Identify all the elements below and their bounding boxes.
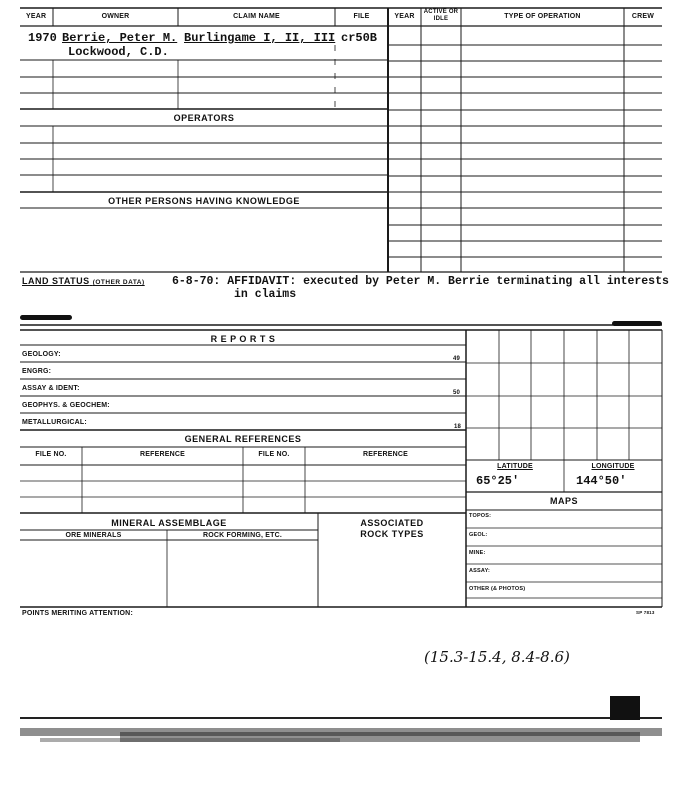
maps-mine: MINE: [469,550,486,556]
header-claim-name: CLAIM NAME [233,13,280,20]
latitude-value: 65°25' [476,474,520,488]
report-geology-num: 49 [453,356,461,362]
land-status-line1: 6-8-70: AFFIDAVIT: executed by Peter M. Berrie terminating all interests [172,275,669,288]
entry-year: 1970 [28,31,57,45]
header-active-or-idle: ACTIVE OR IDLE [423,9,459,22]
longitude-label: LONGITUDE [591,463,635,470]
header-type-of-operation: TYPE OF OPERATION [504,13,581,20]
latitude-label: LATITUDE [497,463,533,470]
entry-claim-name: Burlingame I, II, III [184,31,336,45]
maps-geol: GEOL: [469,532,488,538]
report-metallurgical-num: 18 [454,424,462,430]
report-geology-label: GEOLOGY: [22,351,61,358]
ref-header-file-no-2: FILE NO. [258,451,290,458]
maps-other: OTHER (& PHOTOS) [469,586,526,592]
rock-types-label: ROCK TYPES [360,529,424,539]
maps-topos: TOPOS: [469,513,492,519]
header-year-2: YEAR [394,13,415,20]
maps-assay: ASSAY: [469,568,491,574]
header-year: YEAR [26,13,47,20]
rock-forming-label: ROCK FORMING, ETC. [202,532,283,539]
maps-title: MAPS [549,496,578,506]
header-crew: CREW [631,13,655,20]
report-metallurgical-label: METALLURGICAL: [22,419,87,426]
associated-label: ASSOCIATED [360,518,424,528]
report-geophys-label: GEOPHYS. & GEOCHEM: [22,402,110,409]
ref-header-file-no-1: FILE NO. [35,451,67,458]
longitude-value: 144°50' [576,474,627,488]
points-meriting-attention-label: POINTS MERITING ATTENTION: [22,610,133,617]
other-persons-label: OTHER PERSONS HAVING KNOWLEDGE [108,196,300,206]
ref-header-reference-2: REFERENCE [363,451,408,458]
report-engrg-label: ENGRG: [22,368,52,375]
ref-header-reference-1: REFERENCE [140,451,185,458]
entry-owner-line1: Berrie, Peter M. [62,31,178,45]
report-assay-label: ASSAY & IDENT: [22,385,80,392]
reports-title: R E P O R T S [210,334,276,344]
mineral-assemblage-title: MINERAL ASSEMBLAGE [111,518,227,528]
handwritten-note: (15.3-15.4, 8.4-8.6) [424,648,570,666]
form-number: SP 7813 [636,610,655,615]
land-status-sublabel: (OTHER DATA) [92,279,145,286]
ore-minerals-label: ORE MINERALS [65,532,122,539]
general-references-title: GENERAL REFERENCES [184,434,302,444]
header-owner: OWNER [101,13,130,20]
operators-label: OPERATORS [173,113,235,123]
entry-owner-line2: Lockwood, C.D. [68,45,169,59]
land-status-label [22,276,145,286]
report-assay-num: 50 [453,390,461,396]
header-file: FILE [353,13,370,20]
land-status-title: LAND STATUS [22,276,90,286]
land-status-line2: in claims [234,288,297,301]
entry-file: cr50B [341,31,378,45]
